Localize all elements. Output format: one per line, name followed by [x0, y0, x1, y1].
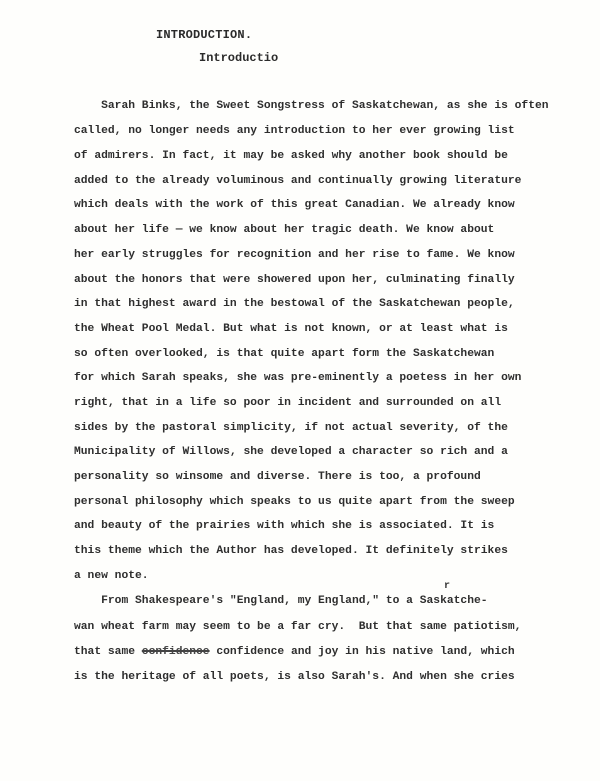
text-after-strike: confidence and joy in his native land, which: [209, 646, 515, 658]
text-line: From Shakespeare's "England, my England," to a Saskatche-: [74, 595, 488, 607]
text-line-with-strike: [74, 646, 515, 658]
text-before-strike: that same: [74, 646, 142, 658]
text-line: for which Sarah speaks, she was pre-eminently a poetess in her own: [74, 372, 522, 384]
text-line: the Wheat Pool Medal. But what is not known, or at least what is: [74, 323, 508, 335]
text-line: which deals with the work of this great Canadian. We already know: [74, 199, 515, 211]
text-line: Municipality of Willows, she developed a character so rich and a: [74, 446, 508, 458]
text-line: wan wheat farm may seem to be a far cry. But that same patiotism,: [74, 621, 522, 633]
text-line: so often overlooked, is that quite apart form the Saskatchewan: [74, 348, 495, 360]
text-line: personality so winsome and diverse. There is too, a profound: [74, 471, 481, 483]
text-line: sides by the pastoral simplicity, if not actual severity, of the: [74, 422, 508, 434]
text-line: a new note.: [74, 570, 149, 582]
handwritten-insertion: r: [444, 581, 451, 592]
page-subheading: Introductio: [199, 51, 279, 65]
text-line: in that highest award in the bestowal of the Saskatchewan people,: [74, 298, 515, 310]
text-line: personal philosophy which speaks to us quite apart from the sweep: [74, 496, 515, 508]
text-line: called, no longer needs any introduction to her ever growing list: [74, 125, 515, 137]
text-line: about the honors that were showered upon her, culminating finally: [74, 274, 515, 286]
text-line: of admirers. In fact, it may be asked why another book should be: [74, 150, 508, 162]
struck-word: confidence: [141, 646, 210, 658]
text-line: about her life — we know about her tragic death. We know about: [74, 224, 495, 236]
page-heading: INTRODUCTION.: [156, 28, 253, 42]
text-line: this theme which the Author has developed. It definitely strikes: [74, 545, 508, 557]
text-line: right, that in a life so poor in incident and surrounded on all: [74, 397, 502, 409]
text-line: and beauty of the prairies with which she is associated. It is: [74, 520, 495, 532]
text-line: her early struggles for recognition and her rise to fame. We know: [74, 249, 515, 261]
text-line: is the heritage of all poets, is also Sarah's. And when she cries: [74, 671, 515, 683]
text-line: added to the already voluminous and continually growing literature: [74, 175, 522, 187]
text-line: Sarah Binks, the Sweet Songstress of Saskatchewan, as she is often: [74, 100, 549, 112]
